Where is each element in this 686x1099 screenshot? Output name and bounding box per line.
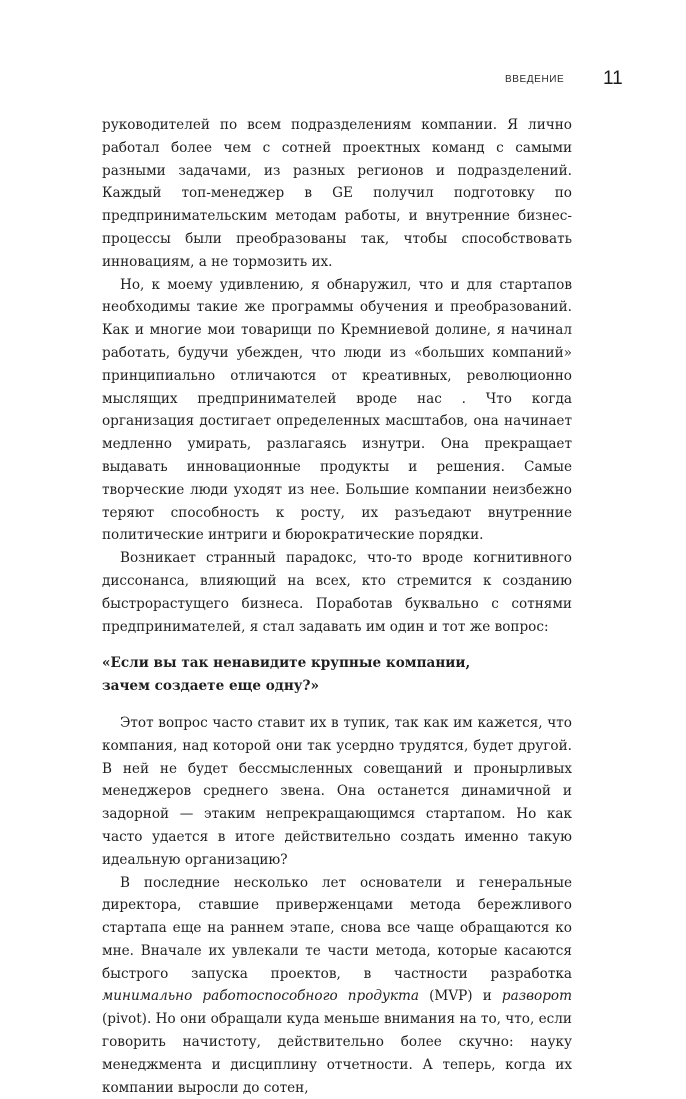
pull-quote (102, 652, 572, 698)
paragraph-3: Возникает странный парадокс, что-то вроде когнитивного диссонанса, влияющий на всех, кто стремится к созданию быстрорастущего бизнеса. Поработав буквально с сотнями предпринимателей, я стал задавать им один и тот же вопрос: (102, 547, 572, 638)
body-text (102, 114, 572, 1099)
paragraph-4: Этот вопрос часто ставит их в тупик, так как им кажется, что компания, над которой они так усердно трудятся, будет другой. В ней не будет бессмысленных совещаний и пронырливых менеджеров среднего звена. Она останется динамичной и задорной — этаким непрекращающимся стартапом. Но как часто удается в итоге действительно создать именно такую идеальную организацию? (102, 712, 572, 872)
paragraph-2: Но, к моему удивлению, я обнаружил, что и для стартапов необходимы такие же программы обучения и преобразований. Как и многие мои товарищи по Кремниевой долине, я начинал работать, будучи убежден, что люди из «больших компаний» принципиально отличаются от креативных, революционно мыслящих предпринимателей вроде нас . Что когда организация достигает определенных масштабов, она начинает медленно умирать, разлагаясь изнутри. Она прекращает выдавать инновационные продукты и решения. Самые творческие люди уходят из нее. Большие компании неизбежно теряют способность к росту, их разъедают внутренние политические интриги и бюрократические порядки. (102, 274, 572, 548)
paragraph-5-part-b: (MVP) и (419, 988, 502, 1004)
quote-line-2: зачем создаете еще одну?» (102, 675, 572, 698)
paragraph-5-part-a: В последние несколько лет основатели и генеральные директора, ставшие приверженцами метода бережливого стартапа еще на раннем этапе, снова все чаще обращаются ко мне. Вначале их увлекали те части метода, которые касаются быстрого запуска проектов, в частности разработка (102, 875, 572, 982)
pivot-term: разворот (502, 988, 572, 1004)
paragraph-5-part-c: (pivot). Но они обращали куда меньше внимания на то, что, если говорить начистоту, действительно более скучно: науку менеджмента и дисциплину отчетности. А теперь, когда их компании выросли до сотен, (102, 1011, 572, 1095)
mvp-term: минимально работоспособного продукта (102, 988, 419, 1004)
quote-line-1: «Если вы так ненавидите крупные компании, (102, 652, 572, 675)
page-number: 11 (603, 68, 623, 90)
running-head: ВВЕДЕНИЕ (505, 74, 564, 85)
paragraph-1: руководителей по всем подразделениям компании. Я лично работал более чем с сотней проектных команд с самыми разными задачами, из разных регионов и подразделений. Каждый топ-менеджер в GE получил подготовку по предпринимательским методам работы, и внутренние бизнес-процессы были преобразованы так, чтобы способствовать инновациям, а не тормозить их. (102, 114, 572, 274)
paragraph-5 (102, 872, 572, 1099)
